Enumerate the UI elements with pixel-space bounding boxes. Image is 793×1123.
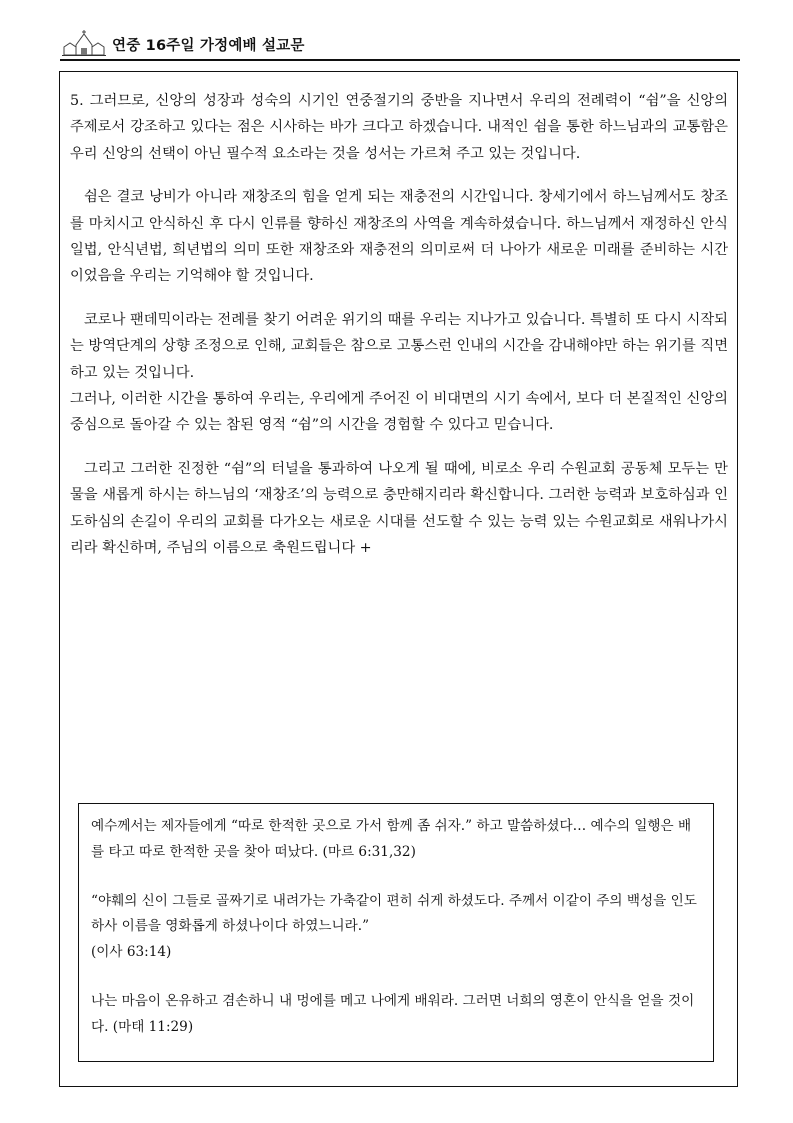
header-divider — [60, 59, 740, 61]
church-building-icon — [62, 30, 106, 56]
paragraph: 그리고 그러한 진정한 “쉼”의 터널을 통과하여 나오게 될 때에, 비로소 우리 수원교회 공동체 모두는 만물을 새롭게 하시는 하느님의 ‘재창조’의 능력으로 충만해지리라 확신합니다. 그러한 능력과 보호하심과 인도하심의 손길이 우리의 교회를 다가오는 새로운 시대를 선도할 수 있는 능력 있는 수원교회로 새워나가시리라 확신하며, 주님의 이름으로 축원드립니다 + — [70, 460, 728, 557]
scripture-reference: (이사 63:14) — [91, 944, 172, 961]
paragraph: 5. 그러므로, 신앙의 성장과 성숙의 시기인 연중절기의 중반을 지나면서 우리의 전례력이 “쉼”을 신앙의 주제로서 강조하고 있다는 점은 시사하는 바가 크다고 하겠습니다. 내적인 쉼을 통한 하느님과의 교통함은 우리 신앙의 선택이 아닌 필수적 요소라는 것을 성서는 가르쳐 주고 있는 것입니다. — [70, 93, 728, 162]
page-header — [60, 30, 740, 60]
paragraph: 그러나, 이러한 시간을 통하여 우리는, 우리에게 주어진 이 비대면의 시기 속에서, 보다 더 본질적인 신앙의 중심으로 돌아갈 수 있는 참된 영적 “쉼”의 시간을 경험할 수 있다고 믿습니다. — [70, 391, 728, 434]
scripture-quote: 예수께서는 제자들에게 “따로 한적한 곳으로 가서 함께 좀 쉬자.” 하고 말씀하셨다… 예수의 일행은 배를 타고 따로 한적한 곳을 찾아 떠났다. (마르 6:31,32) — [91, 818, 692, 860]
paragraph: 쉼은 결코 낭비가 아니라 재창조의 힘을 얻게 되는 재충전의 시간입니다. 창세기에서 하느님께서도 창조를 마치시고 안식하신 후 다시 인류를 향하신 재창조의 사역을 계속하셨습니다. 하느님께서 재정하신 안식일법, 안식년법, 희년법의 의미 또한 재창조와 재충전의 의미로써 더 나아가 새로운 미래를 준비하는 시간이었음을 우리는 기억해야 할 것입니다. — [70, 189, 728, 285]
scripture-quote: 나는 마음이 온유하고 겸손하니 내 멍에를 메고 나에게 배워라. 그러면 너희의 영혼이 안식을 얻을 것이다. (마태 11:29) — [91, 992, 695, 1035]
sermon-body — [70, 88, 728, 562]
scripture-quote-box — [78, 803, 714, 1062]
paragraph: 코로나 팬데믹이라는 전례를 찾기 어려운 위기의 때를 우리는 지나가고 있습니다. 특별히 또 다시 시작되는 방역단계의 상향 조정으로 인해, 교회들은 참으로 고통스런 인내의 시간을 감내해야만 하는 위기를 직면하고 있는 것입니다. — [70, 311, 728, 381]
page-title: 연중 16주일 가정예배 설교문 — [112, 38, 305, 54]
scripture-quote: “야훼의 신이 그들로 골짜기로 내려가는 가축같이 편히 쉬게 하셨도다. 주께서 이같이 주의 백성을 인도하사 이름을 영화롭게 하셨나이다 하였느니라.” — [91, 892, 697, 935]
